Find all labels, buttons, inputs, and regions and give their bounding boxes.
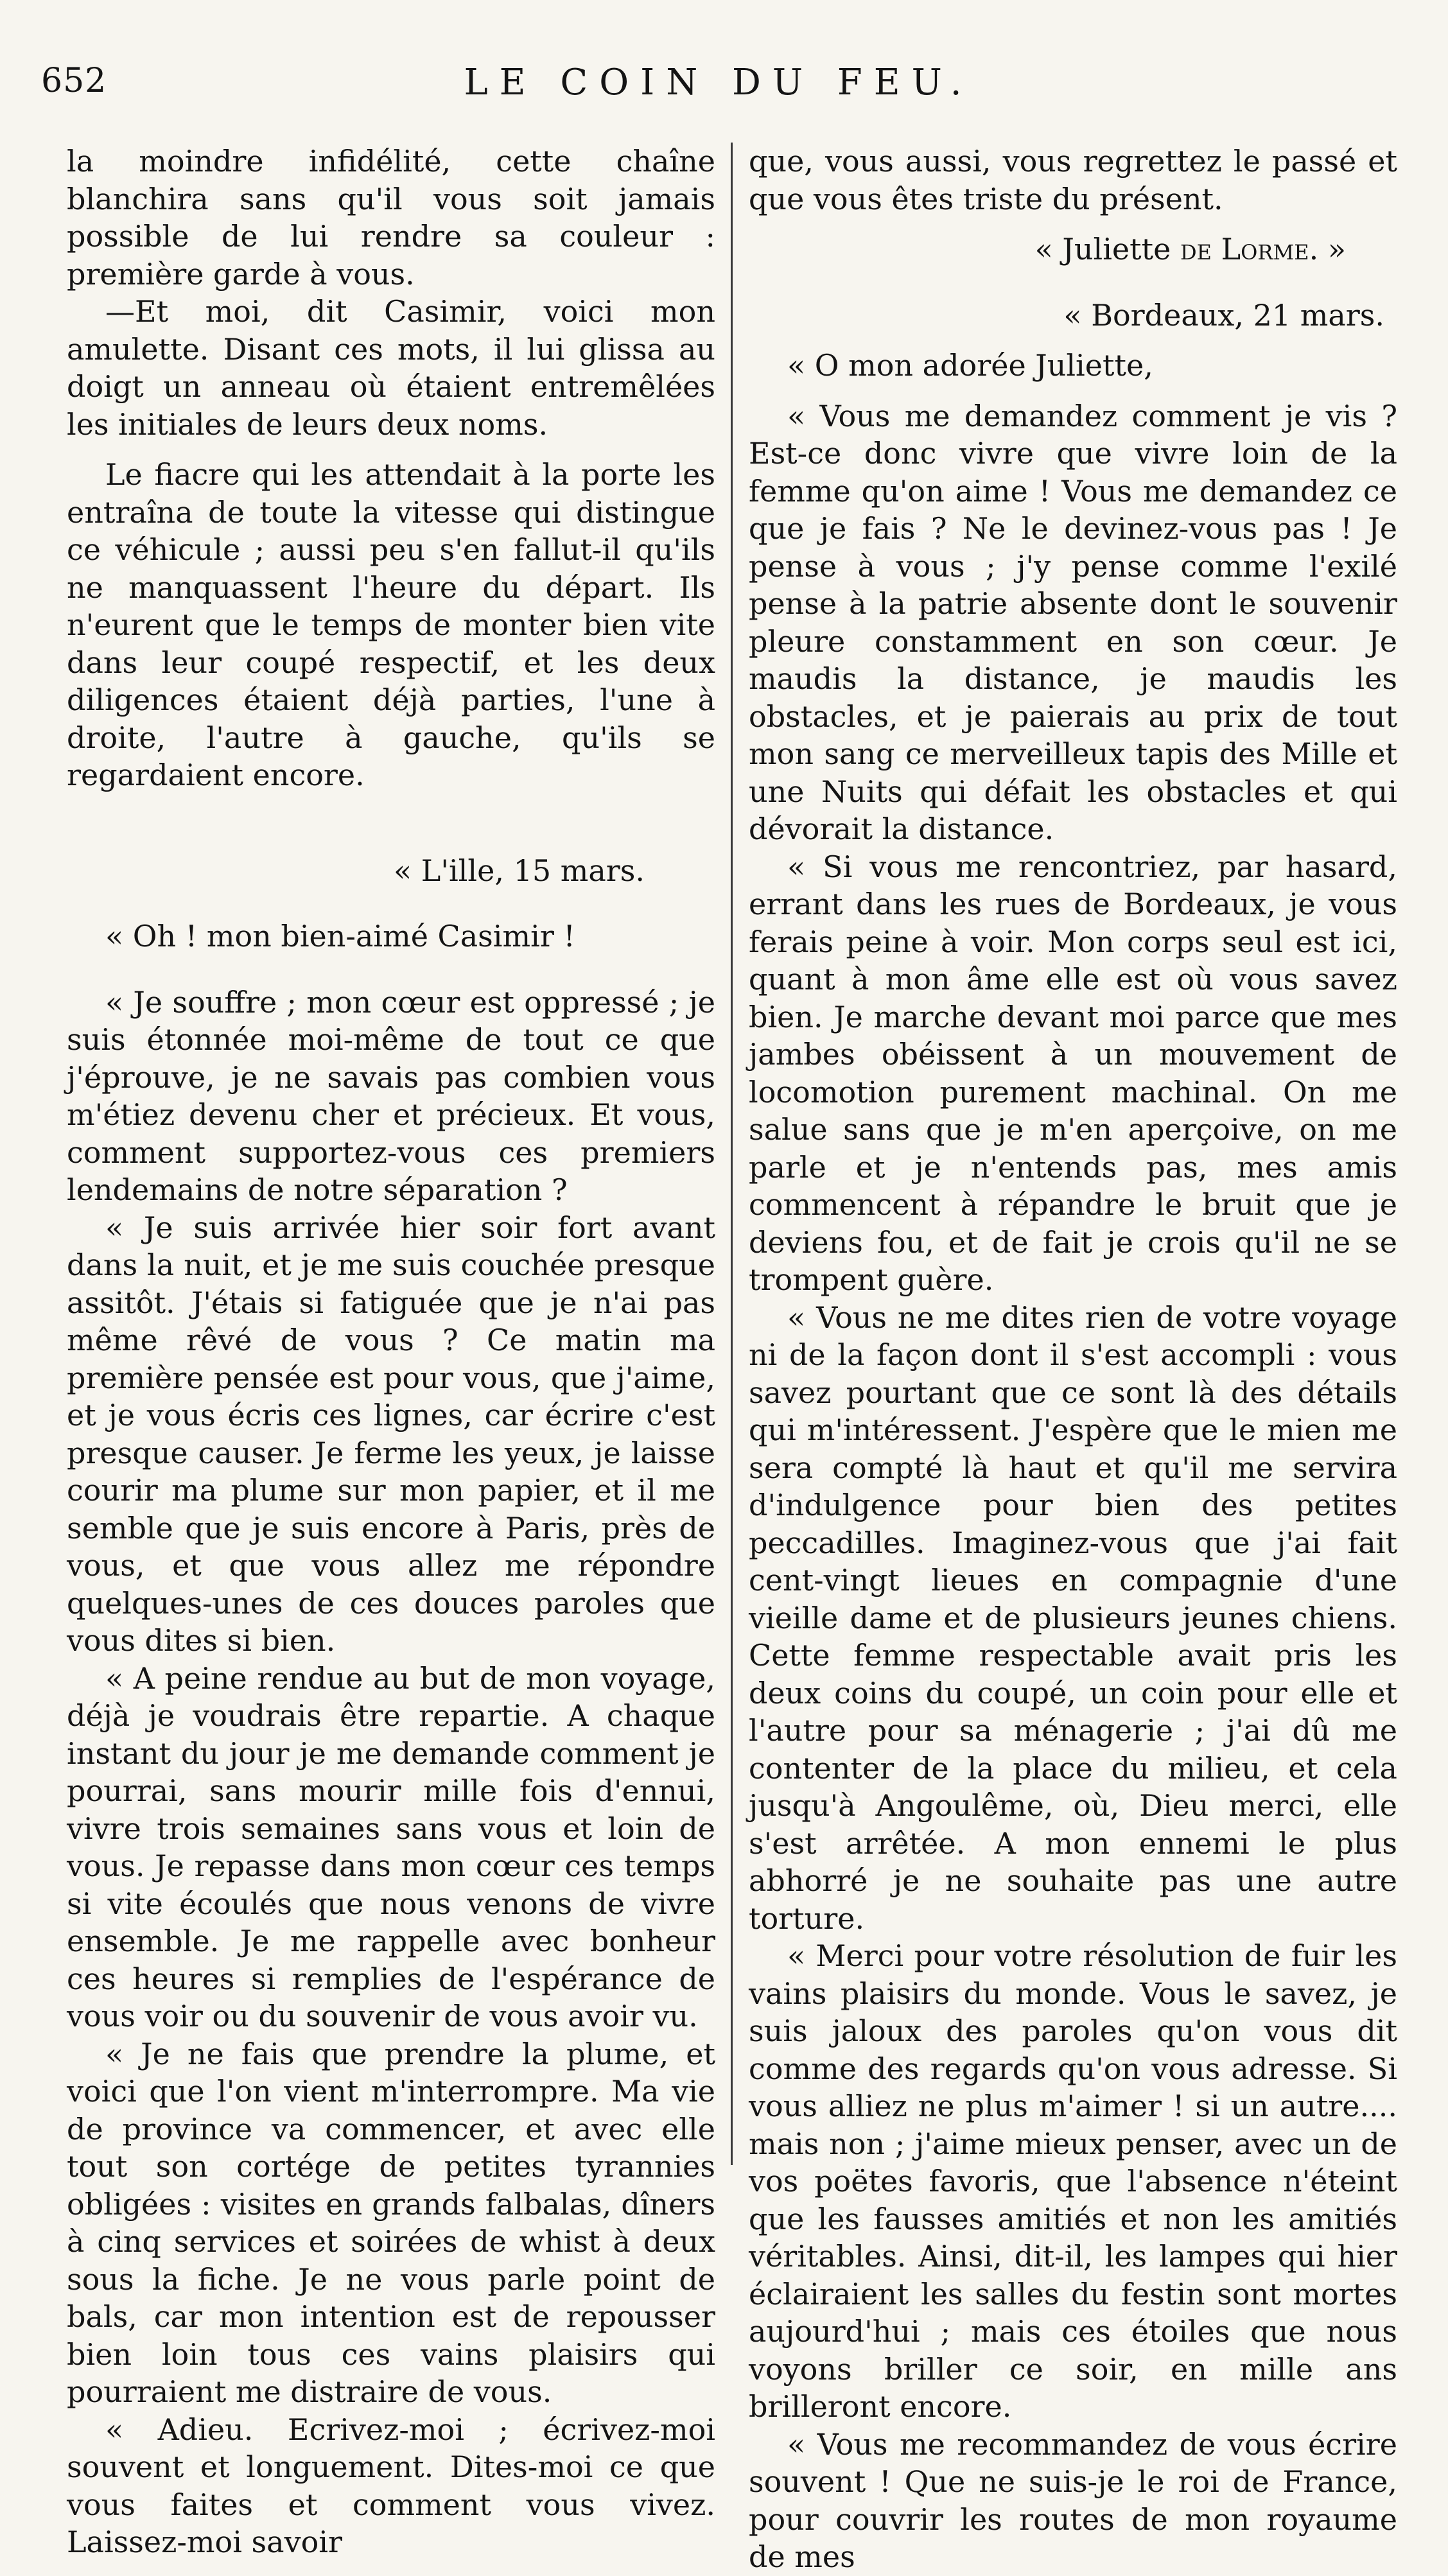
paragraph: —Et moi, dit Casimir, voici mon amulette. Disant ces mots, il lui glissa au doigt un anneau où étaient entremêlées les initiales de leurs deux noms. — [67, 294, 715, 442]
paragraph: « Vous me recommandez de vous écrire souvent ! Que ne suis-je le roi de France, pour couvrir les routes de mon royaume de mes — [749, 2426, 1397, 2574]
letter-signature — [749, 231, 1346, 268]
paragraph: « Vous me demandez comment je vis ? Est-ce donc vivre que vivre loin de la femme qu'on aime ! Vous me demandez ce que je fais ? Ne le devinez-vous pas ! Je pense à vous ; j'y pense comme l'exilé pense à la patrie absente dont le souvenir pleure constamment en son cœur. Je maudis la distance, je maudis les obstacles, et je paierais au prix de tout mon sang ce merveilleux tapis des Mille et une Nuits qui défait les obstacles et qui dévorait la distance. — [749, 398, 1397, 846]
signature-prefix: « Juliette — [1034, 232, 1171, 266]
letter-salutation: « Oh ! mon bien-aimé Casimir ! — [105, 919, 575, 953]
paragraph: « A peine rendue au but de mon voyage, déjà je voudrais être repartie. A chaque instant du jour je me demande comment je pourrai, sans mourir mille fois d'ennui, vivre trois semaines sans vous et loin de vous. Je repasse dans mon cœur ces temps si vite écoulés que nous venons de vivre ensemble. Je me rappelle avec bonheur ces heures si remplies de l'espérance de vous voir ou du souvenir de vous avoir vu. — [67, 1660, 715, 2033]
paragraph: que, vous aussi, vous regrettez le passé et que vous êtes triste du présent. — [749, 144, 1397, 216]
letter-dateline: « L'ille, 15 mars. — [394, 853, 645, 888]
page-header — [41, 62, 1396, 119]
signature-suffix: » — [1327, 232, 1346, 266]
signature-name: de Lorme. — [1180, 232, 1319, 266]
paragraph: « Si vous me rencontriez, par hasard, errant dans les rues de Bordeaux, je vous ferais peine à voir. Mon corps seul est ici, quant à mon âme elle est où vous savez bien. Je marche devant moi parce que mes jambes obéissent à un mouvement de locomotion purement machinal. On me salue sans que je m'en aperçoive, on me parle et je n'entends pas, mes amis commencent à répandre le bruit que je deviens fou, et de fait je crois qu'il ne se trompent guère. — [749, 849, 1397, 1297]
letter-salutation: « O mon adorée Juliette, — [787, 348, 1153, 383]
paragraph: « Je suis arrivée hier soir fort avant dans la nuit, et je me suis couchée presque assitôt. J'étais si fatiguée que je n'ai pas même rêvé de vous ? Ce matin ma première pensée est pour vous, que j'aime, et je vous écris ces lignes, car écrire c'est presque causer. Je ferme les yeux, je laisse courir ma plume sur mon papier, et il me semble que je suis encore à Paris, près de vous, et que vous allez me répondre quelques-unes de ces douces paroles que vous dites si bien. — [67, 1210, 715, 1658]
letter-dateline: « Bordeaux, 21 mars. — [1063, 297, 1384, 333]
paragraph: « Je ne fais que prendre la plume, et voici que l'on vient m'interrompre. Ma vie de province va commencer, et avec elle tout son cortége de petites tyrannies obligées : visites en grands falbalas, dîners à cinq services et soirées de whist à deux sous la fiche. Je ne vous parle point de bals, car mon intention est de repousser bien loin tous ces vains plaisirs qui pourraient me distraire de vous. — [67, 2036, 715, 2409]
running-title: LE COIN DU FEU. — [464, 62, 973, 103]
paragraph: « Merci pour votre résolution de fuir les vains plaisirs du monde. Vous le savez, je suis jaloux des paroles qu'on vous dit comme des regards qu'on vous adresse. Si vous alliez ne plus m'aimer ! si un autre.... mais non ; j'aime mieux penser, avec un de vos poëtes favoris, que l'absence n'éteint que les fausses amitiés et non les amitiés véritables. Ainsi, dit-il, les lampes qui hier éclairaient les salles du festin sont mortes aujourd'hui ; mais ces étoiles que nous voyons briller ce soir, en mille ans brilleront encore. — [749, 1938, 1397, 2424]
paragraph: « Vous ne me dites rien de votre voyage ni de la façon dont il s'est accompli : vous savez pourtant que ce sont là des détails qui m'intéressent. J'espère que le mien me sera compté là haut et qu'il me servira d'indulgence pour bien des petites peccadilles. Imaginez-vous que j'ai fait cent-vingt lieues en compagnie d'une vieille dame et de plusieurs jeunes chiens. Cette femme respectable avait pris les deux coins du coupé, un coin pour elle et l'autre pour sa ménagerie ; j'ai dû me contenter de la place du milieu, et cela jusqu'à Angoulême, où, Dieu merci, elle s'est arrêtée. A mon ennemi le plus abhorré je ne souhaite pas une autre torture. — [749, 1300, 1397, 1936]
column-rule — [731, 143, 733, 2165]
paragraph: Le fiacre qui les attendait à la porte les entraîna de toute la vitesse qui distingue ce véhicule ; aussi peu s'en fallut-il qu'ils ne manquassent l'heure du départ. Ils n'eurent que le temps de monter bien vite dans leur coupé respectif, et les deux diligences étaient déjà parties, l'une à droite, l'autre à gauche, qu'ils se regardaient encore. — [67, 457, 715, 792]
left-column — [67, 143, 715, 2559]
paragraph: « Adieu. Ecrivez-moi ; écrivez-moi souvent et longuement. Dites-moi ce que vous faites et comment vous vivez. Laissez-moi savoir — [67, 2412, 715, 2559]
page-number: 652 — [41, 62, 107, 100]
paragraph: la moindre infidélité, cette chaîne blanchira sans qu'il vous soit jamais possible de lui rendre sa couleur : première garde à vous. — [67, 144, 715, 292]
right-column — [749, 143, 1397, 2574]
paragraph: « Je souffre ; mon cœur est oppressé ; je suis étonnée moi-même de tout ce que j'éprouve, je ne savais pas combien vous m'étiez devenu cher et précieux. Et vous, comment supportez-vous ces premiers lendemains de notre séparation ? — [67, 984, 715, 1207]
